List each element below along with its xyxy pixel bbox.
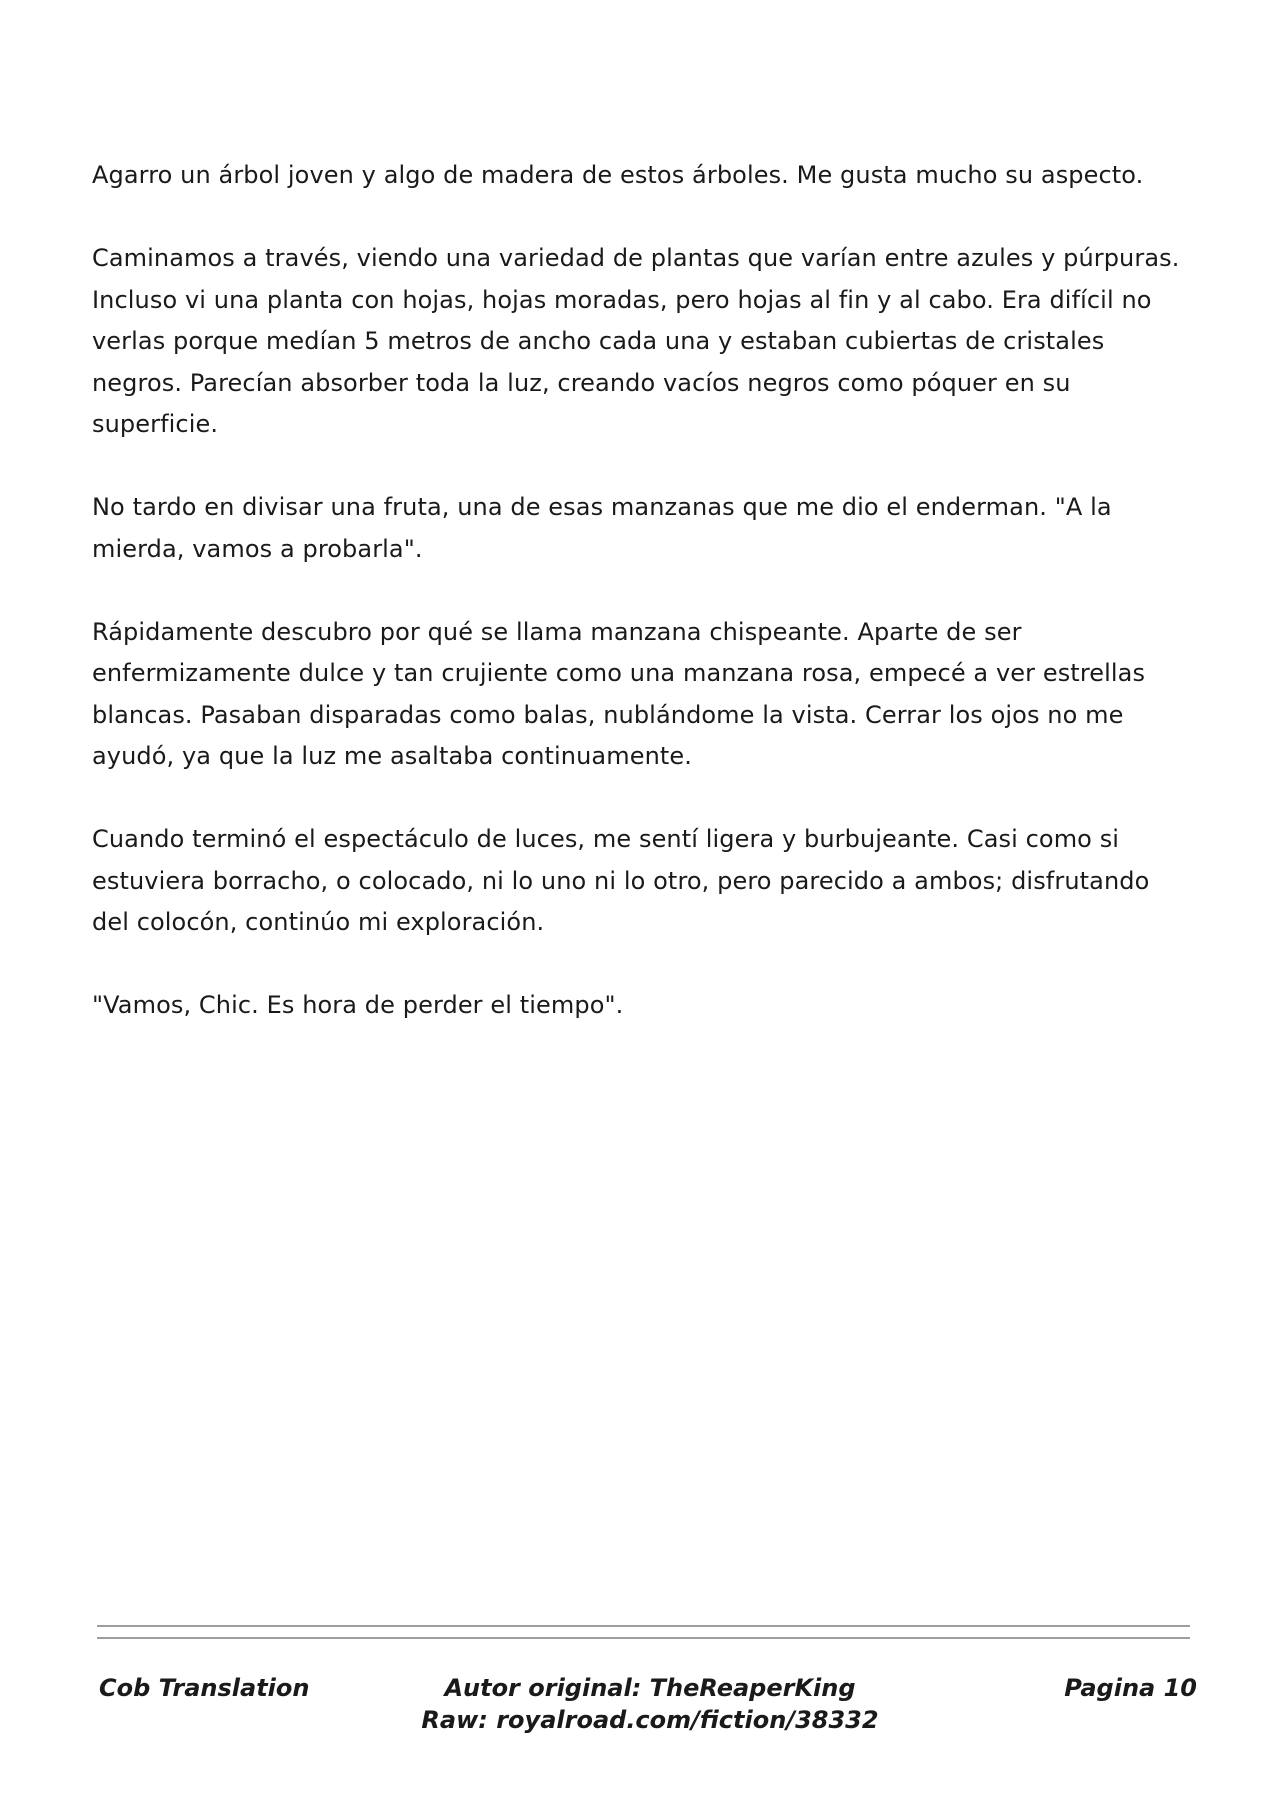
footer-source: Raw: royalroad.com/fiction/38332: [421, 1706, 879, 1734]
footer-author: Autor original: TheReaperKing: [444, 1674, 856, 1702]
footer-translator: Cob Translation: [99, 1674, 310, 1702]
footer-page-number: Pagina 10: [1064, 1674, 1197, 1702]
body-text: [92, 155, 1192, 1068]
paragraph-5: Cuando terminó el espectáculo de luces, me sentí ligera y burbujeante. Casi como si estuviera borracho, o colocado, ni lo uno ni lo otro, pero parecido a ambos; disfrutando del colocón, continúo mi exploración.: [92, 825, 1150, 936]
paragraph-4: Rápidamente descubro por qué se llama manzana chispeante. Aparte de ser enfermizamente dulce y tan crujiente como una manzana rosa, empecé a ver estrellas blancas. Pasaban disparadas como balas, nublándome la vista. Cerrar los ojos no me ayudó, ya que la luz me asaltaba continuamente.: [92, 617, 1146, 770]
footer-divider-bottom: [97, 1637, 1190, 1639]
paragraph-1: Agarro un árbol joven y algo de madera de estos árboles. Me gusta mucho su aspecto.: [92, 161, 1144, 189]
footer-divider-top: [97, 1625, 1190, 1627]
paragraph-2: Caminamos a través, viendo una variedad de plantas que varían entre azules y púrpuras. Incluso vi una planta con hojas, hojas moradas, pero hojas al fin y al cabo. Era difícil no verlas porque medían 5 metros de ancho cada una y estaban cubiertas de cristales negros. Parecían absorber toda la luz, creando vacíos negros como póquer en su superficie.: [92, 244, 1180, 438]
paragraph-3: No tardo en divisar una fruta, una de esas manzanas que me dio el enderman. "A la mierda, vamos a probarla".: [92, 493, 1112, 563]
paragraph-6: "Vamos, Chic. Es hora de perder el tiempo".: [92, 991, 624, 1019]
footer-credits: [340, 1672, 960, 1736]
